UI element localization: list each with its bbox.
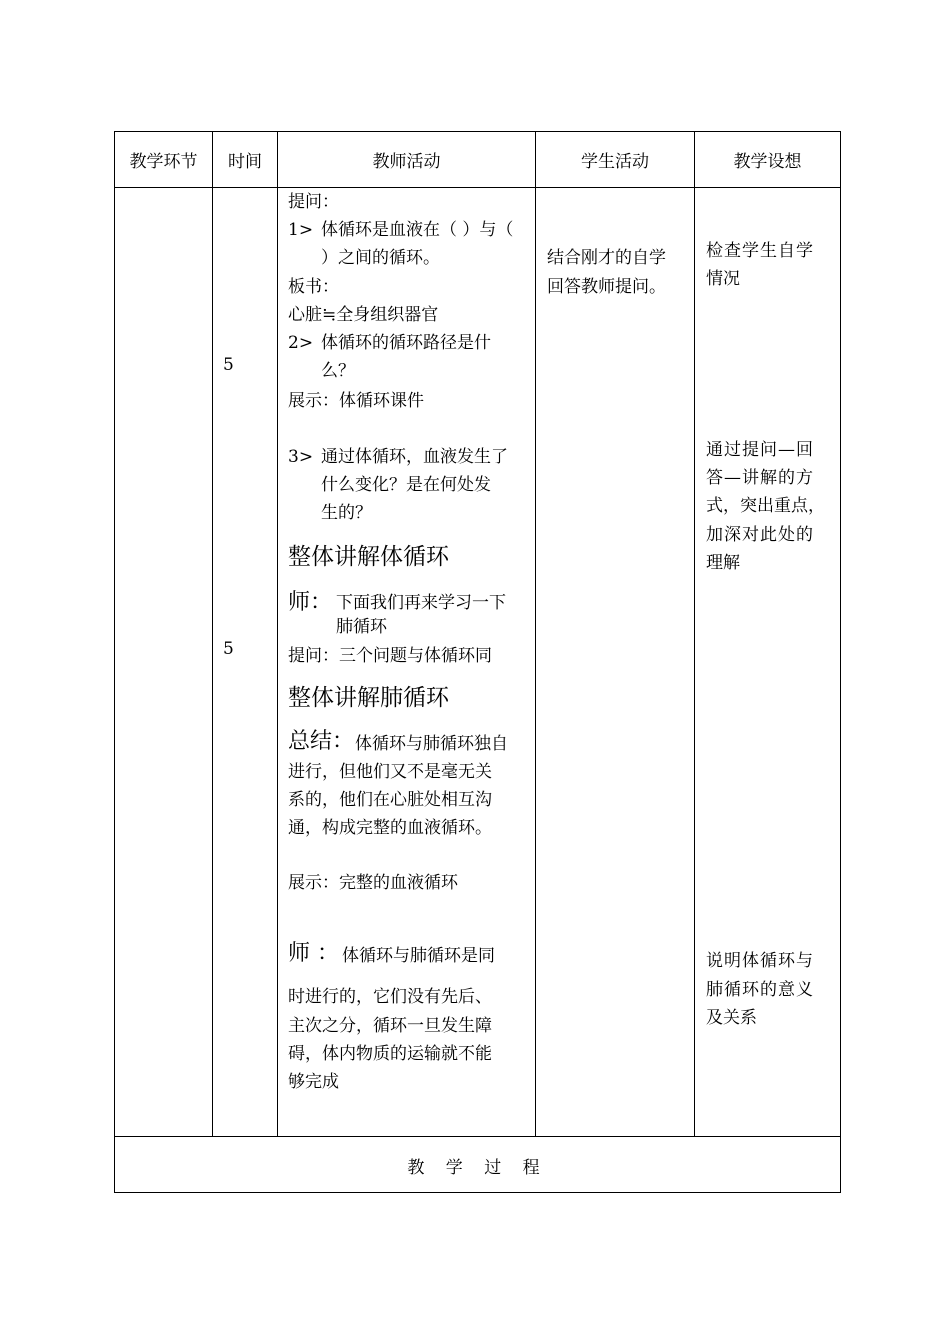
board-label: 板书： (288, 277, 339, 297)
design-note: 理解 (706, 553, 740, 573)
col-divider (535, 132, 536, 1137)
question-number: 2> (288, 333, 314, 353)
summary-text: 进行，但他们又不是毫无关 (288, 762, 492, 782)
teacher-speech: 碍，体内物质的运输就不能 (288, 1044, 492, 1064)
design-note: 肺循环的意义 (706, 980, 814, 1000)
col-divider (212, 132, 213, 1137)
teacher-speech: 肺循环 (336, 617, 387, 637)
row-divider (115, 187, 840, 188)
question-text: ）之间的循环。 (321, 248, 440, 268)
question-text: 通过体循环，血液发生了 (321, 447, 508, 467)
col-divider (694, 132, 695, 1137)
summary-text: 通，构成完整的血液循环。 (288, 818, 492, 838)
header-teaching-stage: 教学环节 (129, 152, 198, 172)
teacher-label: 师 ： (288, 941, 339, 966)
header-time: 时间 (228, 152, 262, 172)
teacher-speech: 够完成 (288, 1072, 339, 1092)
teacher-label: 师： (288, 590, 333, 615)
summary-label: 总结： (288, 729, 355, 754)
col-divider (277, 132, 278, 1137)
teacher-speech: 主次之分，循环一旦发生障 (288, 1016, 492, 1036)
design-note: 情况 (706, 269, 740, 289)
question-number: 3> (288, 447, 314, 467)
explain-heading: 整体讲解肺循环 (288, 685, 449, 711)
ask-label: 提问： (288, 192, 339, 212)
student-activity-text: 结合刚才的自学 (547, 248, 666, 268)
show-text: 展示：完整的血液循环 (288, 873, 458, 893)
summary-text: 系的，他们在心脏处相互沟 (288, 790, 492, 810)
board-text: 心脏≒全身组织器官 (288, 305, 439, 325)
ask-text: 提问：三个问题与体循环同 (288, 646, 492, 666)
question-text: 么？ (321, 361, 355, 381)
question-text: 生的？ (321, 503, 372, 523)
time-value: 5 (223, 639, 234, 659)
design-note: 式，突出重点， (706, 496, 825, 516)
footer-teaching-process: 教 学 过 程 (407, 1157, 548, 1178)
design-note: 检查学生自学 (706, 241, 814, 261)
summary-text: 体循环与肺循环独自 (355, 734, 508, 754)
teacher-speech: 下面我们再来学习一下 (336, 593, 506, 613)
design-note: 加深对此处的 (706, 525, 814, 545)
design-note: 通过提问—回 (706, 440, 814, 460)
explain-heading: 整体讲解体循环 (288, 544, 449, 570)
design-note: 说明体循环与 (706, 951, 814, 971)
show-text: 展示：体循环课件 (288, 391, 424, 411)
header-teacher-activity: 教师活动 (372, 152, 441, 172)
question-number: 1> (288, 220, 314, 240)
question-text: 体循环是血液在（ ）与（ (321, 220, 514, 240)
time-value: 5 (223, 355, 234, 375)
teacher-speech: 体循环与肺循环是同 (342, 946, 495, 966)
header-student-activity: 学生活动 (581, 152, 649, 172)
lesson-table (114, 131, 841, 1193)
header-teaching-design: 教学设想 (733, 152, 802, 172)
design-note: 答—讲解的方 (706, 468, 814, 488)
teacher-speech: 时进行的，它们没有先后、 (288, 987, 492, 1007)
question-text: 体循环的循环路径是什 (321, 333, 491, 353)
student-activity-text: 回答教师提问。 (547, 277, 666, 297)
question-text: 什么变化？是在何处发 (321, 475, 491, 495)
design-note: 及关系 (706, 1008, 757, 1028)
